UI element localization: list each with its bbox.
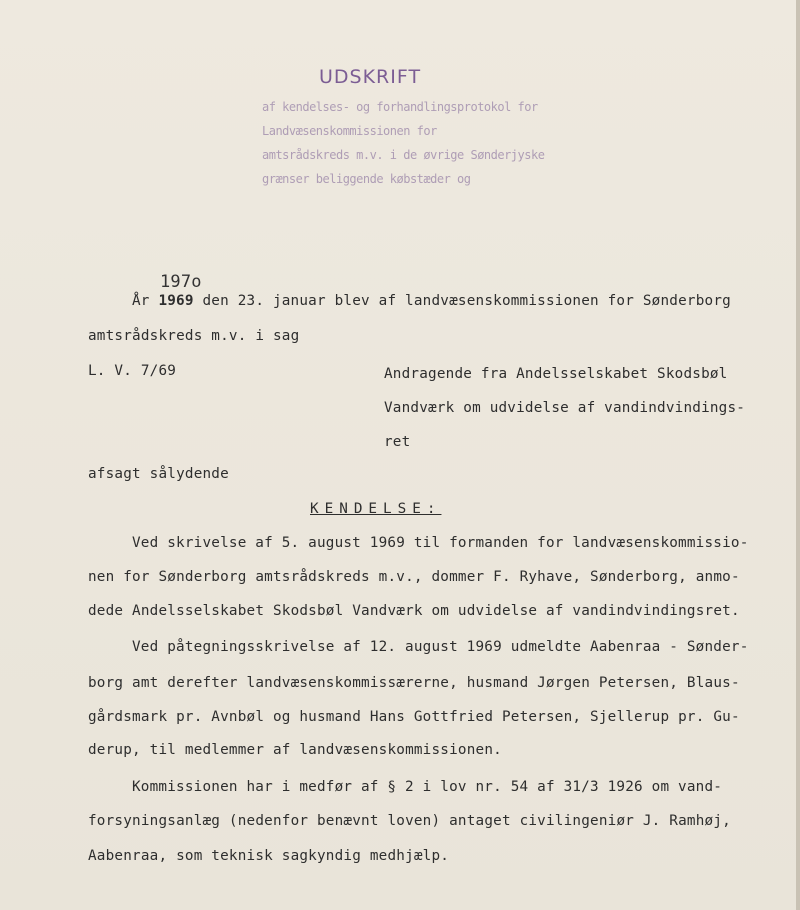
case-title-line: Andragende fra Andelsselskabet Skodsbøl <box>384 366 728 382</box>
body-line: borg amt derefter landvæsenskommissærerne, husmand Jørgen Petersen, Blaus- <box>88 675 740 691</box>
body-line: Ved skrivelse af 5. august 1969 til formanden for landvæsenskommissio- <box>132 535 749 551</box>
case-number: L. V. 7/69 <box>88 363 177 379</box>
stamp-line: grænser beliggende købstæder og <box>262 172 471 186</box>
body-line: dede Andelsselskabet Skodsbøl Vandværk om udvidelse af vandindvindingsret. <box>88 603 740 619</box>
body-line: Aabenraa, som teknisk sagkyndig medhjælp. <box>88 848 450 864</box>
stamp-line: amtsrådskreds m.v. i de øvrige Sønderjyske <box>262 148 545 162</box>
body-line: Ved påtegningsskrivelse af 12. august 1969 udmeldte Aabenraa - Sønder- <box>132 639 749 655</box>
body-line: nen for Sønderborg amtsrådskreds m.v., dommer F. Ryhave, Sønderborg, anmo- <box>88 569 740 585</box>
opening-prefix: År <box>132 293 150 309</box>
kendelse-heading: KENDELSE: <box>310 501 442 517</box>
struck-year: 1969 <box>158 293 194 309</box>
opening-line <box>132 293 731 309</box>
afsagt-line: afsagt sålydende <box>88 466 229 482</box>
case-title-line: Vandværk om udvidelse af vandindvindings- <box>384 400 746 416</box>
opening-line-2: amtsrådskreds m.v. i sag <box>88 328 300 344</box>
case-title-line: ret <box>384 434 411 450</box>
body-line: gårdsmark pr. Avnbøl og husmand Hans Gottfried Petersen, Sjellerup pr. Gu- <box>88 709 740 725</box>
handwritten-year: 197o <box>160 272 202 292</box>
body-line: derup, til medlemmer af landvæsenskommissionen. <box>88 742 502 758</box>
stamp-line: af kendelses- og forhandlingsprotokol for <box>262 100 538 114</box>
body-line: Kommissionen har i medfør af § 2 i lov nr. 54 af 31/3 1926 om vand- <box>132 779 723 795</box>
stamp-title: UDSKRIFT <box>319 66 422 88</box>
body-line: forsyningsanlæg (nedenfor benævnt loven) antaget civilingeniør J. Ramhøj, <box>88 813 731 829</box>
stamp-line: Landvæsenskommissionen for <box>262 124 437 138</box>
opening-rest: den 23. januar blev af landvæsenskommissionen for Sønderborg <box>202 293 731 309</box>
